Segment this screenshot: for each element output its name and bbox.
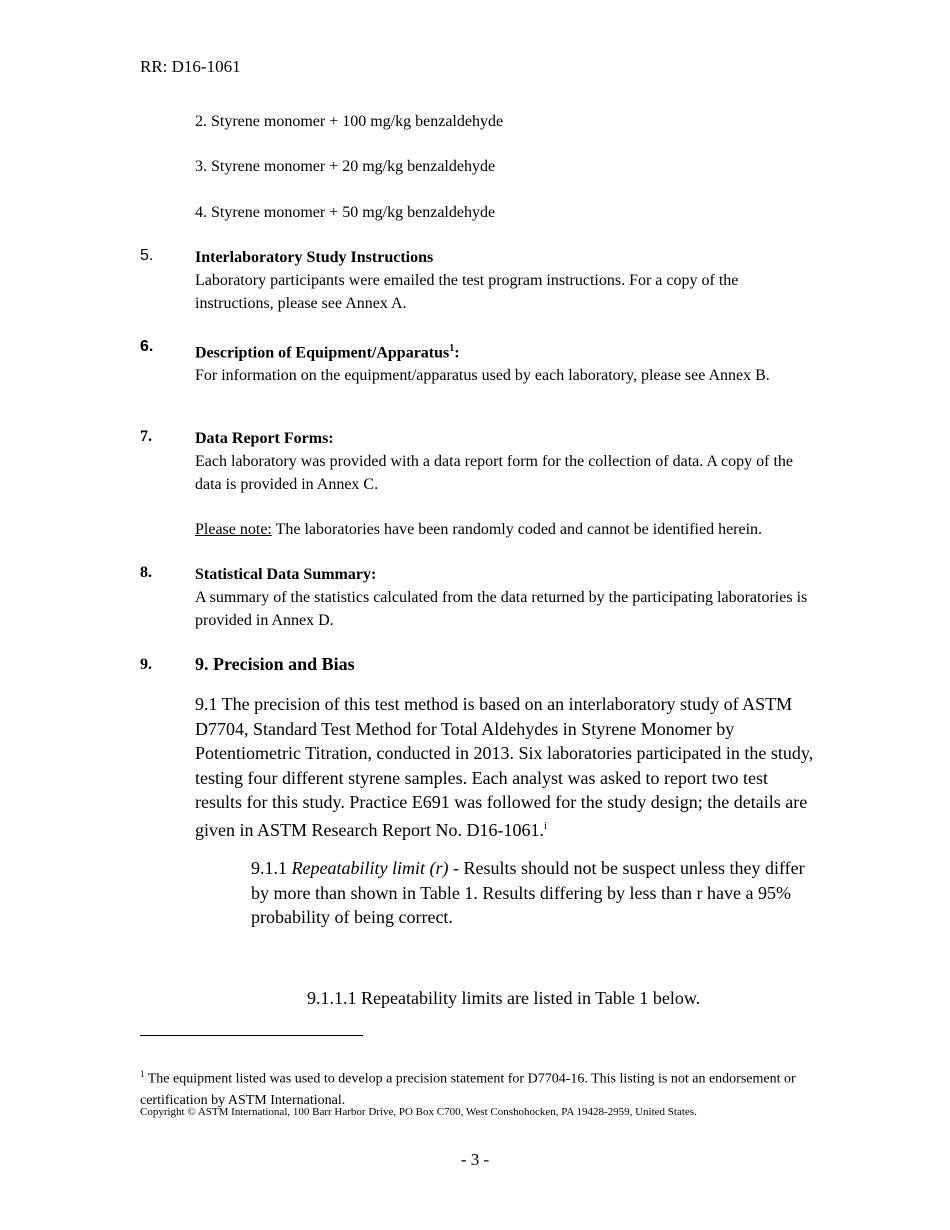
paragraph-9-1-1-number: 9.1.1 bbox=[251, 858, 292, 878]
copyright-line: Copyright © ASTM International, 100 Barr Harbor Drive, PO Box C700, West Conshohocken, PA 19428-2959, United States. bbox=[140, 1106, 697, 1118]
paragraph-9-1 bbox=[195, 692, 815, 842]
section-5 bbox=[195, 246, 815, 315]
footnote-text: The equipment listed was used to develop a precision statement for D7704-16. This listing is not an endorsement or certification by ASTM International. bbox=[140, 1071, 796, 1108]
sample-item-3: 3. Styrene monomer + 20 mg/kg benzaldehyde bbox=[195, 158, 496, 175]
section-6-number: 6. bbox=[140, 338, 154, 355]
repeatability-term: Repeatability limit (r) - bbox=[291, 858, 459, 878]
section-7-note bbox=[195, 518, 835, 541]
section-7 bbox=[195, 427, 815, 496]
section-8-number: 8. bbox=[140, 564, 152, 581]
paragraph-9-1-text: 9.1 The precision of this test method is based on an interlaboratory study of ASTM D7704, Standard Test Method for Total Aldehydes in Styrene Monomer by Potentiometric Titration, conducted in 2013. Six laboratories participated in the study, testing four different styrene samples. Each analyst was asked to report two test results for this study. Practice E691 was followed for the study design; the details are given in ASTM Research Report No. D16-1061. bbox=[195, 694, 814, 840]
paragraph-9-1-1-1: 9.1.1.1 Repeatability limits are listed in Table 1 below. bbox=[307, 988, 701, 1008]
section-6-title-suffix: : bbox=[454, 344, 460, 362]
sample-item-2: 2. Styrene monomer + 100 mg/kg benzaldehyde bbox=[195, 113, 504, 130]
section-7-number: 7. bbox=[140, 428, 152, 445]
section-9-title: 9. Precision and Bias bbox=[195, 654, 355, 674]
section-6 bbox=[195, 337, 815, 387]
note-text: The laboratories have been randomly coded and cannot be identified herein. bbox=[271, 521, 763, 538]
footnote-divider bbox=[140, 1035, 363, 1036]
report-id-header: RR: D16-1061 bbox=[140, 57, 241, 76]
endnote-ref-i: i bbox=[543, 820, 547, 832]
note-label: Please note: bbox=[195, 521, 272, 538]
section-7-body: Each laboratory was provided with a data report form for the collection of data. A copy of the data is provided in Annex C. bbox=[195, 453, 794, 493]
section-7-title: Data Report Forms: bbox=[195, 430, 334, 447]
section-9-number: 9. bbox=[140, 656, 152, 673]
section-6-title-line bbox=[195, 337, 815, 364]
page-number: - 3 - bbox=[460, 1150, 490, 1169]
section-8-title: Statistical Data Summary: bbox=[195, 566, 377, 583]
section-6-title: Description of Equipment/Apparatus bbox=[195, 344, 450, 362]
section-6-body: For information on the equipment/apparatus used by each laboratory, please see Annex B. bbox=[195, 367, 770, 385]
footnote-mark: 1 bbox=[140, 1069, 145, 1079]
footnote-ref-1: 1 bbox=[449, 343, 455, 354]
section-5-title: Interlaboratory Study Instructions bbox=[195, 249, 434, 266]
section-8-body: A summary of the statistics calculated from the data returned by the participating laboratories is provided in Annex D. bbox=[195, 589, 808, 629]
section-5-number: 5. bbox=[140, 247, 154, 264]
footnote-1 bbox=[140, 1064, 800, 1111]
sample-item-4: 4. Styrene monomer + 50 mg/kg benzaldehyde bbox=[195, 204, 496, 221]
section-5-body: Laboratory participants were emailed the test program instructions. For a copy of the instructions, please see Annex A. bbox=[195, 272, 739, 312]
paragraph-9-1-1-text: Results should not be suspect unless they differ by more than shown in Table 1. Results differing by less than r have a 95% probability of being correct. bbox=[251, 858, 805, 927]
section-8 bbox=[195, 563, 815, 632]
paragraph-9-1-1 bbox=[251, 856, 816, 930]
